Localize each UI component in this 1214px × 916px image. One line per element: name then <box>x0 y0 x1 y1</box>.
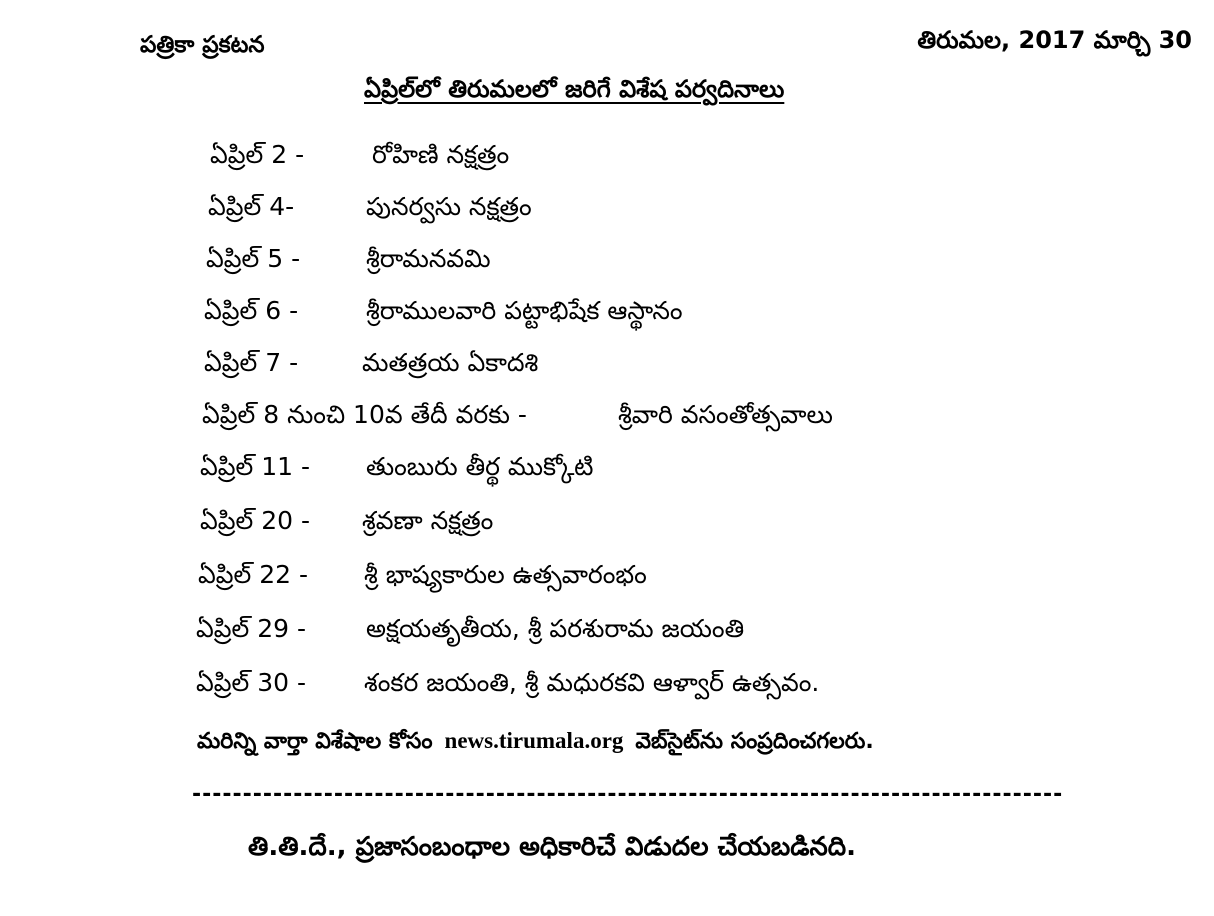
event-description: శ్రవణా నక్షత్రం <box>362 506 494 535</box>
event-row <box>204 296 683 332</box>
event-description: అక్షయతృతీయ, శ్రీ పరశురామ జయంతి <box>366 614 745 643</box>
contact-website-text: వెబ్‌సైట్‌ను సంప్రదించగలరు. <box>635 729 874 754</box>
event-date: ఏప్రిల్ 30 - <box>196 668 307 697</box>
event-row <box>200 452 594 488</box>
event-date: ఏప్రిల్ 29 - <box>196 614 307 643</box>
event-description: శ్రీ భాష్యకారుల ఉత్సవారంభం <box>364 560 647 589</box>
event-description: రోహిణి నక్షత్రం <box>372 140 510 169</box>
event-row <box>208 192 532 228</box>
event-row <box>200 506 494 542</box>
event-description: శ్రీవారి వసంతోత్సవాలు <box>618 400 833 429</box>
event-row <box>202 400 833 436</box>
event-date: ఏప్రిల్ 4- <box>208 192 295 221</box>
event-row <box>196 614 745 650</box>
event-description: పునర్వసు నక్షత్రం <box>366 192 532 221</box>
event-description: శ్రీరామనవమి <box>366 244 491 273</box>
event-date: ఏప్రిల్ 6 - <box>204 296 299 325</box>
event-row <box>210 140 510 176</box>
event-date: ఏప్రిల్ 11 - <box>200 452 311 481</box>
event-date: ఏప్రిల్ 7 - <box>204 348 299 377</box>
event-description: మతత్రయ ఏకాదశి <box>362 348 539 377</box>
event-description: తుంబురు తీర్థ ముక్కోటి <box>366 452 594 481</box>
website-link[interactable]: news.tirumala.org <box>444 728 624 753</box>
press-release-label: పత్రికా ప్రకటన <box>140 32 265 58</box>
more-news-note <box>197 728 874 759</box>
event-row <box>206 244 491 280</box>
event-date: ఏప్రిల్ 8 నుంచి 10వ తేదీ వరకు - <box>202 400 527 429</box>
event-row <box>196 668 820 704</box>
document-title: ఏప్రిల్‌లో తిరుమలలో జరిగే విశేష పర్వదినాలు <box>364 75 785 103</box>
dashed-divider: -------------------------------------------------------------------------------------- <box>192 782 1064 806</box>
event-description: శ్రీరాములవారి పట్టాభిషేక ఆస్థానం <box>366 296 683 325</box>
issued-by-line: తి.తి.దే., ప్రజాసంబంధాల అధికారిచే విడుదల చేయబడినది. <box>248 832 857 862</box>
event-date: ఏప్రిల్ 2 - <box>210 140 305 169</box>
event-date: ఏప్రిల్ 20 - <box>200 506 311 535</box>
more-news-text: మరిన్ని వార్తా విశేషాల కోసం <box>197 729 433 754</box>
dateline: తిరుమల, 2017 మార్చి 30 <box>917 26 1192 54</box>
event-date: ఏప్రిల్ 5 - <box>206 244 301 273</box>
event-description: శంకర జయంతి, శ్రీ మధురకవి ఆళ్వార్ ఉత్సవం. <box>364 668 820 697</box>
event-row <box>198 560 647 596</box>
event-row <box>204 348 539 384</box>
event-date: ఏప్రిల్ 22 - <box>198 560 309 589</box>
